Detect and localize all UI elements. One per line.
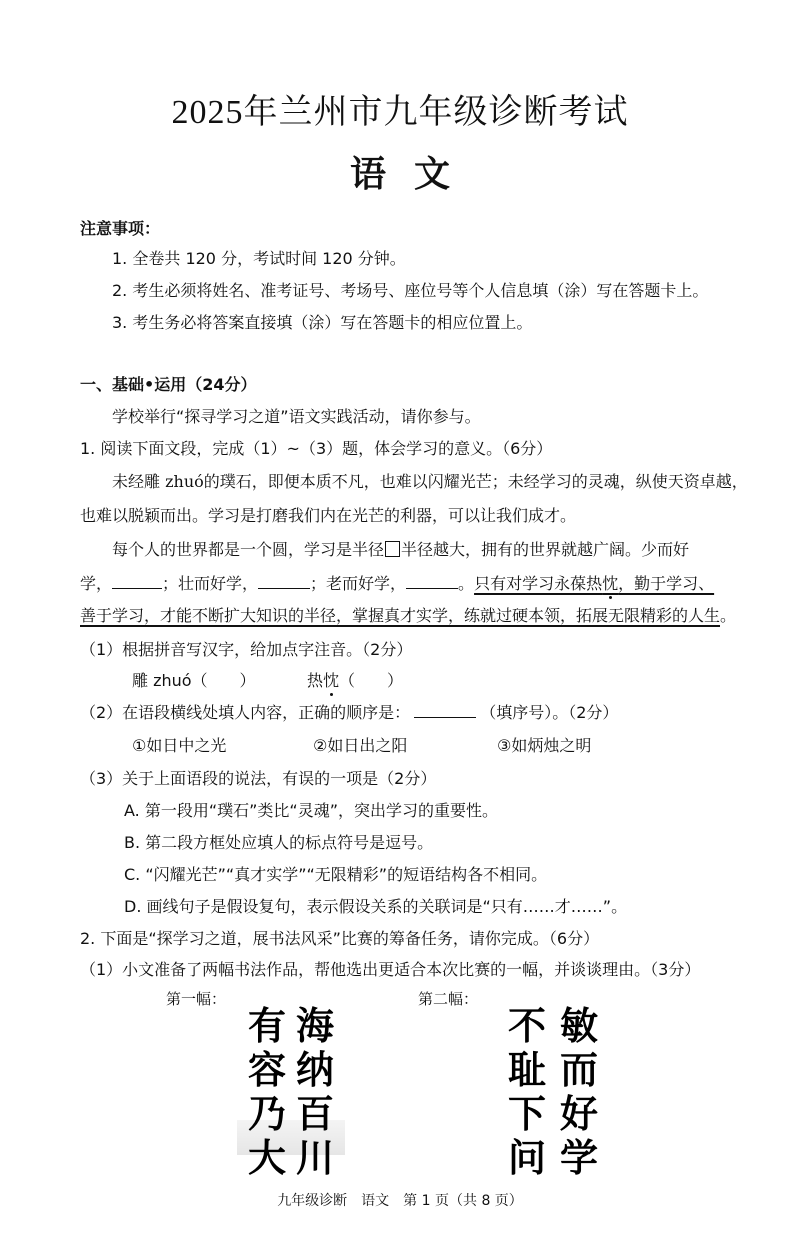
calligraphy-char: 大 xyxy=(248,1135,287,1180)
q1-sub1-item-b xyxy=(307,668,403,691)
q1-sub2-option-1: ①如日中之光 xyxy=(132,736,227,755)
calligraphy-work-1-label: 第一幅： xyxy=(166,990,227,1008)
dotted-char: 忱 xyxy=(602,574,619,593)
passage-p1-line1: 未经雕 zhuó的璞石，即便本质不凡，也难以闪耀光芒；未经学习的灵魂，纵使天资卓越， xyxy=(112,472,748,491)
passage-text: 。 xyxy=(720,606,737,625)
passage-p2-line2 xyxy=(80,571,714,594)
passage-p2-line1 xyxy=(112,537,689,560)
q2-sub1-stem: （1）小文准备了两幅书法作品，帮他选出更适合本次比赛的一幅，并谈谈理由。（3分） xyxy=(80,960,701,979)
q1-sub3-stem: （3）关于上面语段的说法，有误的一项是（2分） xyxy=(80,769,437,788)
underlined-text: 只有对学习永葆热 xyxy=(474,574,603,593)
calligraphy-char: 川 xyxy=(296,1135,335,1180)
section-heading: 一、基础•运用（24分） xyxy=(80,375,257,394)
note-item-3: 3. 考生务必将答案直接填（涂）写在答题卡的相应位置上。 xyxy=(112,313,533,332)
calligraphy-char: 海 xyxy=(296,1003,335,1048)
calligraphy-char: 乃 xyxy=(248,1091,287,1136)
calligraphy-work-2 xyxy=(508,1004,598,1180)
underlined-sentence-part xyxy=(474,574,714,593)
fill-blank-1[interactable] xyxy=(112,574,162,589)
q1-sub2-option-3: ③如炳烛之明 xyxy=(497,736,592,755)
calligraphy-char: 敏 xyxy=(560,1003,599,1048)
calligraphy-column-left xyxy=(508,1004,546,1180)
calligraphy-work-2-label: 第二幅： xyxy=(418,990,479,1008)
page-footer: 九年级诊断 语文 第 1 页（共 8 页） xyxy=(277,1193,523,1209)
punctuation-box xyxy=(385,541,400,557)
fill-blank-2[interactable] xyxy=(258,574,310,589)
item-text: 热 xyxy=(307,671,324,690)
question-1-stem: 1. 阅读下面文段，完成（1）~（3）题，体会学习的意义。（6分） xyxy=(80,439,553,458)
calligraphy-char: 纳 xyxy=(296,1047,335,1092)
q1-sub1-stem: （1）根据拼音写汉字，给加点字注音。（2分） xyxy=(80,640,413,659)
calligraphy-char: 不 xyxy=(508,1003,547,1048)
question-2-stem: 2. 下面是“探学习之道，展书法风采”比赛的筹备任务，请你完成。（6分） xyxy=(80,929,600,948)
q1-sub3-option-a: A. 第一段用“璞石”类比“灵魂”，突出学习的重要性。 xyxy=(124,801,498,820)
passage-p2-line3 xyxy=(80,603,736,626)
calligraphy-char: 下 xyxy=(508,1091,547,1136)
passage-p1-line2: 也难以脱颖而出。学习是打磨我们内在光芒的利器，可以让我们成才。 xyxy=(80,506,577,525)
calligraphy-column-right xyxy=(296,1004,334,1180)
calligraphy-char: 而 xyxy=(560,1047,599,1092)
exam-title: 2025年兰州市九年级诊断考试 xyxy=(171,94,629,131)
q1-sub3-option-b: B. 第二段方框处应填人的标点符号是逗号。 xyxy=(124,833,434,852)
fill-blank-3[interactable] xyxy=(406,574,458,589)
subject-title: 语文 xyxy=(349,154,478,195)
item-text: （ ） xyxy=(339,671,404,690)
underlined-sentence-part: 善于学习，才能不断扩大知识的半径，掌握真才实学，练就过硬本领，拓展无限精彩的人生 xyxy=(80,606,721,625)
stem-text: （2）在语段横线处填人内容，正确的顺序是： xyxy=(80,703,411,722)
calligraphy-char: 耻 xyxy=(508,1047,547,1092)
passage-text: 每个人的世界都是一个圆，学习是半径 xyxy=(112,540,385,559)
calligraphy-char: 好 xyxy=(560,1091,599,1136)
passage-text: 半径越大，拥有的世界就越广阔。少而好 xyxy=(401,540,690,559)
underlined-text: ，勤于学习、 xyxy=(618,574,715,593)
calligraphy-work-1 xyxy=(248,1004,334,1180)
passage-text: 学， xyxy=(80,574,113,593)
q1-sub1-item-a: 雕 zhuó（ ） xyxy=(132,671,256,690)
note-item-1: 1. 全卷共 120 分，考试时间 120 分钟。 xyxy=(112,249,406,268)
note-item-2: 2. 考生必须将姓名、准考证号、考场号、座位号等个人信息填（涂）写在答题卡上。 xyxy=(112,281,709,300)
q1-sub3-option-d: D. 画线句子是假设复句，表示假设关系的关联词是“只有……才……”。 xyxy=(124,897,628,916)
q1-sub2-option-2: ②如日出之阳 xyxy=(313,736,408,755)
calligraphy-column-right xyxy=(560,1004,598,1180)
calligraphy-char: 百 xyxy=(296,1091,335,1136)
notes-heading: 注意事项： xyxy=(80,219,161,238)
dotted-char: 忱 xyxy=(323,671,340,690)
calligraphy-column-left xyxy=(248,1004,286,1180)
calligraphy-char: 问 xyxy=(508,1135,547,1180)
calligraphy-char: 学 xyxy=(560,1135,599,1180)
section-intro: 学校举行“探寻学习之道”语文实践活动，请你参与。 xyxy=(112,407,481,426)
passage-text: ；壮而好学， xyxy=(162,574,259,593)
passage-text: 。 xyxy=(458,574,475,593)
stem-text: （填序号）。（2分） xyxy=(480,703,619,722)
order-answer-blank[interactable] xyxy=(414,703,476,718)
q1-sub2-stem xyxy=(80,700,618,723)
passage-text: ；老而好学， xyxy=(310,574,407,593)
calligraphy-char: 容 xyxy=(248,1047,287,1092)
q1-sub3-option-c: C. “闪耀光芒”“真才实学”“无限精彩”的短语结构各不相同。 xyxy=(124,865,548,884)
calligraphy-char: 有 xyxy=(248,1003,287,1048)
